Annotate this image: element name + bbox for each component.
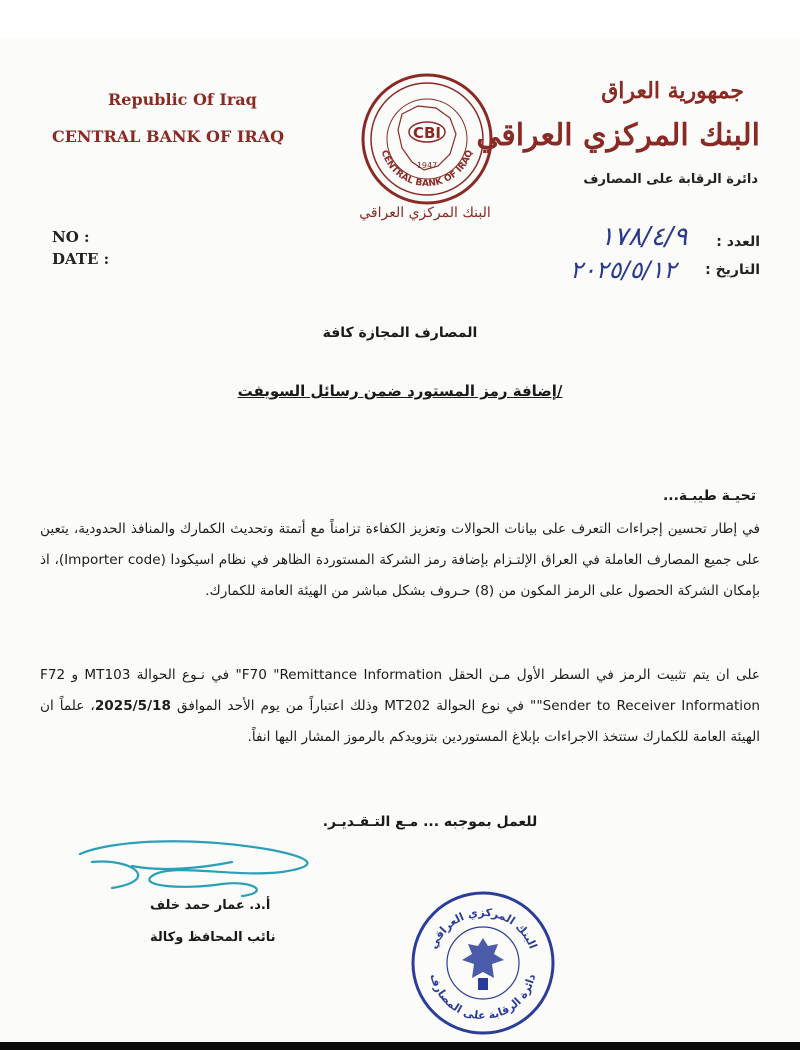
body-paragraph-1: في إطار تحسين إجراءات التعرف على بيانات الحوالات وتعزيز الكفاءة تزامناً مع أتمتة وتحديث الكمارك والمنافذ الحدودية، يتعين على جميع المصارف العاملة في العراق الإلتـزام بإضافة رمز الشركة المستوردة الظاهر في نظام اسيكودا (Importer code)، اذ بإمكان الشركة الحصول على الرمز المكون من (8) حـروف بشكل مباشر من الهيئة العامة للكمارك. bbox=[40, 521, 760, 599]
english-bank-name: CENTRAL BANK OF IRAQ bbox=[52, 127, 285, 146]
logo-initials: CBI bbox=[412, 124, 442, 142]
logo-year: 1947 bbox=[416, 161, 438, 170]
logo-arabic-caption: البنك المركزي العراقي bbox=[359, 205, 491, 221]
effective-date: 2025/5/18 bbox=[94, 698, 171, 714]
closing-line: للعمل بموجبه ... مـع التـقـديـر. bbox=[322, 814, 538, 830]
bottom-margin bbox=[0, 1042, 800, 1050]
addressee: المصارف المجازة كافة bbox=[322, 325, 478, 341]
signer-title: نائب المحافظ وكالة bbox=[150, 930, 276, 945]
paragraph-2-part-b: ، علماً ان الهيئة العامة للكمارك ستتخذ الاجراءات بإبلاغ المستوردين بتزويدكم بالرموز المشار اليها انفاً. bbox=[40, 698, 760, 745]
handwritten-date: ٢٠٢٥/٥/١٢ bbox=[570, 256, 677, 284]
handwritten-signature-icon bbox=[72, 832, 332, 902]
subject-line: /إضافة رمز المستورد ضمن رسائل السويفت bbox=[237, 382, 563, 400]
arabic-department-name: دائرة الرقابة على المصارف bbox=[583, 172, 758, 187]
seal-bottom-text: دائرة الرقابة على المصارف bbox=[427, 972, 539, 1023]
top-margin bbox=[0, 0, 800, 38]
english-country-name: Republic Of Iraq bbox=[108, 90, 257, 109]
signer-name: أ.د. عمار حمد خلف bbox=[150, 898, 271, 913]
seal-top-text: البنك المركزي العراقي bbox=[426, 905, 540, 951]
arabic-bank-name: البنك المركزي العراقي bbox=[476, 118, 760, 153]
arabic-number-label: العدد : bbox=[716, 234, 760, 250]
body-paragraph-2 bbox=[40, 660, 760, 753]
greeting: تحيـة طيبـة... bbox=[662, 488, 756, 504]
arabic-country-name: جمهورية العراق bbox=[601, 78, 744, 104]
arabic-date-label: التاريخ : bbox=[705, 262, 760, 278]
cbi-logo-icon bbox=[358, 70, 496, 208]
handwritten-reference-number: ١٧٨/٤/٩ bbox=[600, 222, 688, 252]
paragraph-2-part-a: على ان يتم تثبيت الرمز في السطر الأول مـن الحقل F70 "Remittance Information" في نـوع الحوالة MT103 و F72 "Sender to Receiver Information" في نوع الحوالة MT202 وذلك اعتباراً من يوم الأحد الموافق bbox=[40, 667, 760, 714]
official-seal-icon bbox=[408, 888, 558, 1038]
english-number-label: NO : bbox=[52, 228, 90, 246]
logo-ring-text: CENTRAL BANK OF IRAQ bbox=[378, 148, 476, 190]
english-date-label: DATE : bbox=[52, 250, 110, 268]
